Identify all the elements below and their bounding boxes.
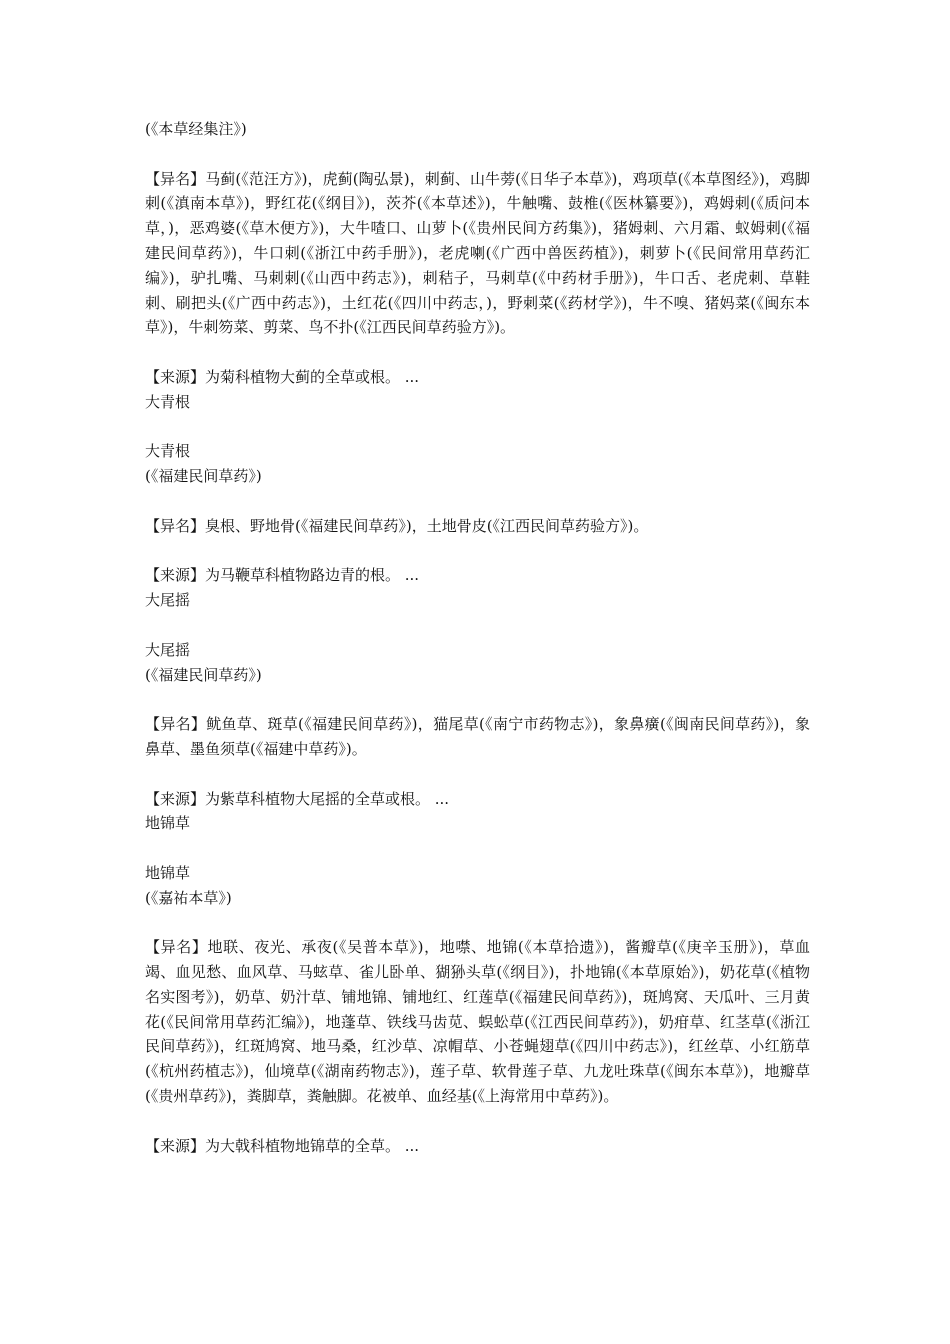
next-entry-title: 大尾摇 <box>145 591 191 610</box>
entry-source: (《福建民间草药》) <box>145 665 262 684</box>
entry-alias-paragraph: 【异名】鱿鱼草、斑草(《福建民间草药》)，猫尾草(《南宁市药物志》)，象鼻癀(《闽南民间草药》)，象鼻草、墨鱼须草(《福建中草药》)。 <box>145 715 810 758</box>
entry-origin: 【来源】为大戟科植物地锦草的全草。 ... <box>145 1136 420 1155</box>
paragraph-gap <box>145 836 810 861</box>
paragraph-gap <box>145 762 810 787</box>
entry-alias-paragraph: 【异名】地联、夜光、承夜(《吴普本草》)，地噤、地锦(《本草拾遗》)，酱瓣草(《庚辛玉册》)，草血竭、血见愁、血风草、马蚿草、雀儿卧单、猢狲头草(《纲目》)，扑地锦(《本草原始》)，奶花草(《植物名实图考》)，奶草、奶汁草、铺地锦、铺地红、红莲草(《福建民间草药》)，斑鸠窝、天瓜叶、三月黄花(《民间常用草药汇编》)，地蓬草、铁线马齿苋、蜈蚣草(《江西民间草药》)，奶疳草、红茎草(《浙江民间草药》)，红斑鸠窝、地马桑，红沙草、凉帽草、小苍蝇翅草(《四川中药志》)，红丝草、小红筋草(《杭州药植志》)，仙境草(《湖南药物志》)，莲子草、软骨莲子草、九龙吐珠草(《闽东本草》)，地瓣草(《贵州草药》)，粪脚草，粪触脚。花被单、血经基(《上海常用中草药》)。 <box>145 938 810 1106</box>
entry-source: (《本草经集注》) <box>145 120 247 138</box>
paragraph-gap <box>145 1109 810 1134</box>
entry-source: (《嘉祐本草》) <box>145 888 232 907</box>
next-entry-title: 地锦草 <box>145 814 191 833</box>
entry-title: 大尾摇 <box>145 640 191 659</box>
entry-origin: 【来源】为菊科植物大蓟的全草或根。 ... <box>145 367 420 386</box>
paragraph-gap <box>145 142 810 167</box>
entry-origin: 【来源】为马鞭草科植物路边青的根。 ... <box>145 566 420 585</box>
entry-alias-paragraph: 【异名】马蓟(《范汪方》)，虎蓟(陶弘景)，刺蓟、山牛蒡(《日华子本草》)，鸡项草(《本草图经》)，鸡脚刺(《滇南本草》)，野红花(《纲目》)，茨芥(《本草述》)，牛触嘴、鼓椎(《医林纂要》)，鸡姆刺(《质问本草，)，恶鸡婆(《草木便方》)，大牛喳口、山萝卜(《贵州民间方药集》)，猪姆刺、六月霜、蚁姆刺(《福建民间草药》)，牛口刺(《浙江中药手册》)，老虎喇(《广西中兽医药植》)，刺萝卜(《民间常用草药汇编》)，驴扎嘴、马刺刺(《山西中药志》)，刺秸子，马刺草(《中药材手册》)，牛口舌、老虎刺、草鞋刺、刷把头(《广西中药志》)，土红花(《四川中药志，)，野刺菜(《药材学》)，牛不嗅、猪妈菜(《闽东本草》)，牛刺笏菜、剪菜、鸟不扑(《江西民间草药验方》)。 <box>145 169 810 337</box>
entry-source: (《福建民间草药》) <box>145 467 262 486</box>
paragraph-gap <box>145 415 810 440</box>
paragraph-gap <box>145 687 810 712</box>
paragraph-gap <box>145 613 810 638</box>
entry-title: 地锦草 <box>145 863 191 882</box>
paragraph-gap <box>145 539 810 564</box>
paragraph-gap <box>145 340 810 365</box>
document-body <box>145 117 810 1158</box>
entry-title: 大青根 <box>145 442 191 461</box>
next-entry-title: 大青根 <box>145 392 191 411</box>
paragraph-gap <box>145 911 810 936</box>
entry-alias-paragraph: 【异名】臭根、野地骨(《福建民间草药》)，土地骨皮(《江西民间草药验方》)。 <box>145 516 649 535</box>
paragraph-gap <box>145 489 810 514</box>
entry-origin: 【来源】为紫草科植物大尾摇的全草或根。 ... <box>145 789 450 808</box>
